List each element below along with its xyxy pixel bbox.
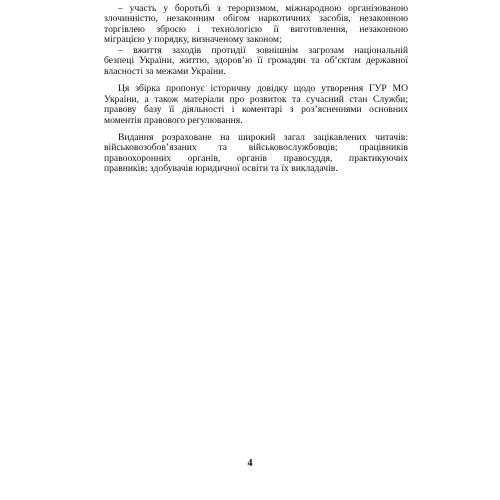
text-line: безпеці України, життю, здоров’ю її громадян та об’єктам державної [104, 55, 408, 67]
text-line: України, а також матеріали про розвиток та сучасний стан Служби; [104, 93, 408, 105]
text-line: Ця збірка пропонує історичну довідку щодо утворення ГУР МО [118, 83, 408, 95]
text-line: міграцією у порядку, визначеному законом; [104, 34, 282, 46]
text-line: правову базу її діяльності і коментарі з роз’ясненнями основних [104, 104, 408, 116]
text-line: правоохоронних органів, органів правосуддя, практикуючих [104, 152, 408, 164]
text-line: злочинністю, незаконним обігом наркотичних засобів, незаконною [104, 13, 408, 25]
paragraph-collection-summary [90, 84, 408, 126]
text-line: торгівлею зброєю і технологією її виготовлення, незаконною [104, 23, 408, 35]
body-text [90, 4, 408, 175]
text-line: – участь у боротьбі з тероризмом, міжнародною організованою [118, 3, 408, 14]
text-line: військовозобов’язаних та військовослужбовців; працівників [104, 142, 408, 154]
text-line: – вжиття заходів протидії зовнішнім загрозам національній [118, 44, 408, 56]
paragraph-audience [90, 133, 408, 175]
text-line: правників; здобувачів юридичної освіти та їх викладачів. [104, 163, 338, 175]
text-line: Видання розраховане на широкий загал зацікавлених читачів: [118, 131, 408, 143]
text-line: власності за межами України. [104, 65, 226, 77]
page-number: 4 [247, 458, 253, 469]
text-line: моментів правового регулювання. [104, 114, 243, 126]
paragraph-countermeasures [90, 46, 408, 77]
paragraph-participation [90, 4, 408, 46]
